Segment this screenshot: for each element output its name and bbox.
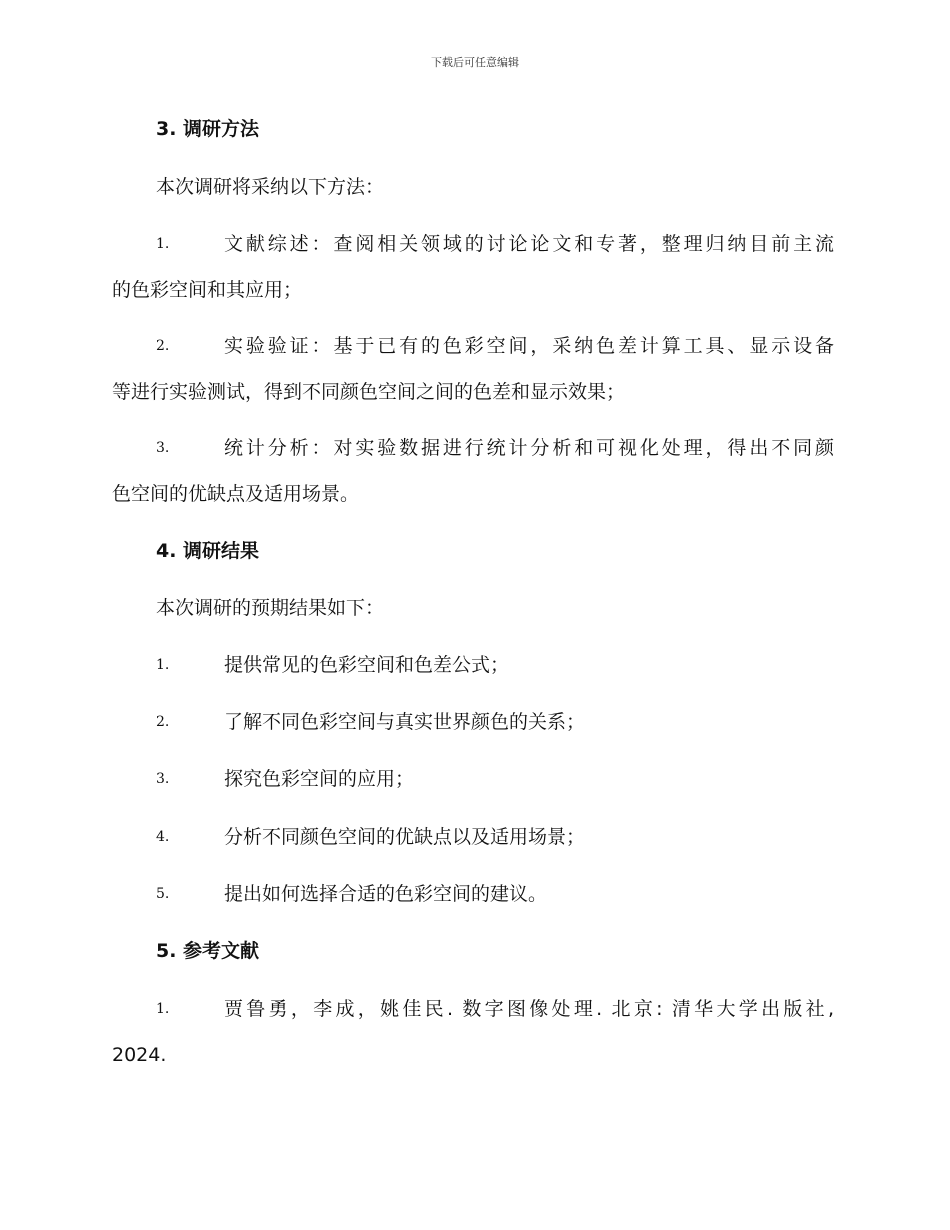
list-item-text: 文献综述：查阅相关领域的讨论论文和专著，整理归纳目前主流 xyxy=(224,233,834,255)
section-heading-references: 5. 参考文献 xyxy=(156,940,260,962)
list-item-number: 1. xyxy=(156,236,170,252)
list-item-text: 了解不同色彩空间与真实世界颜色的关系； xyxy=(224,711,586,733)
list-item-text: 统计分析：对实验数据进行统计分析和可视化处理，得出不同颜 xyxy=(224,437,834,459)
list-item-text: 探究色彩空间的应用； xyxy=(224,768,415,790)
section-heading-results: 4. 调研结果 xyxy=(156,540,260,562)
reference-text-continued: 2024. xyxy=(112,1044,167,1066)
section-intro-results: 本次调研的预期结果如下： xyxy=(156,597,385,619)
list-item-number: 2. xyxy=(156,714,170,730)
list-item-text: 提出如何选择合适的色彩空间的建议。 xyxy=(224,883,548,905)
list-item-text: 提供常见的色彩空间和色差公式； xyxy=(224,654,510,676)
list-item-number: 4. xyxy=(156,829,170,845)
list-item-text: 实验验证：基于已有的色彩空间，采纳色差计算工具、显示设备 xyxy=(224,335,834,357)
list-item-number: 2. xyxy=(156,338,170,354)
section-intro-methods: 本次调研将采纳以下方法： xyxy=(156,176,385,198)
list-item-text: 分析不同颜色空间的优缺点以及适用场景； xyxy=(224,826,586,848)
page-header: 下载后可任意编辑 xyxy=(431,56,519,69)
reference-text: 贾鲁勇，李成，姚佳民. 数字图像处理. 北京: 清华大学出版社, xyxy=(224,998,834,1020)
list-item-number: 3. xyxy=(156,440,170,456)
section-heading-methods: 3. 调研方法 xyxy=(156,118,260,140)
list-item-text-continued: 色空间的优缺点及适用场景。 xyxy=(112,483,360,505)
list-item-number: 1. xyxy=(156,657,170,673)
list-item-text-continued: 的色彩空间和其应用； xyxy=(112,279,303,301)
reference-number: 1. xyxy=(156,1001,170,1017)
list-item-number: 5. xyxy=(156,886,170,902)
list-item-number: 3. xyxy=(156,771,170,787)
list-item-text-continued: 等进行实验测试，得到不同颜色空间之间的色差和显示效果； xyxy=(112,381,626,403)
